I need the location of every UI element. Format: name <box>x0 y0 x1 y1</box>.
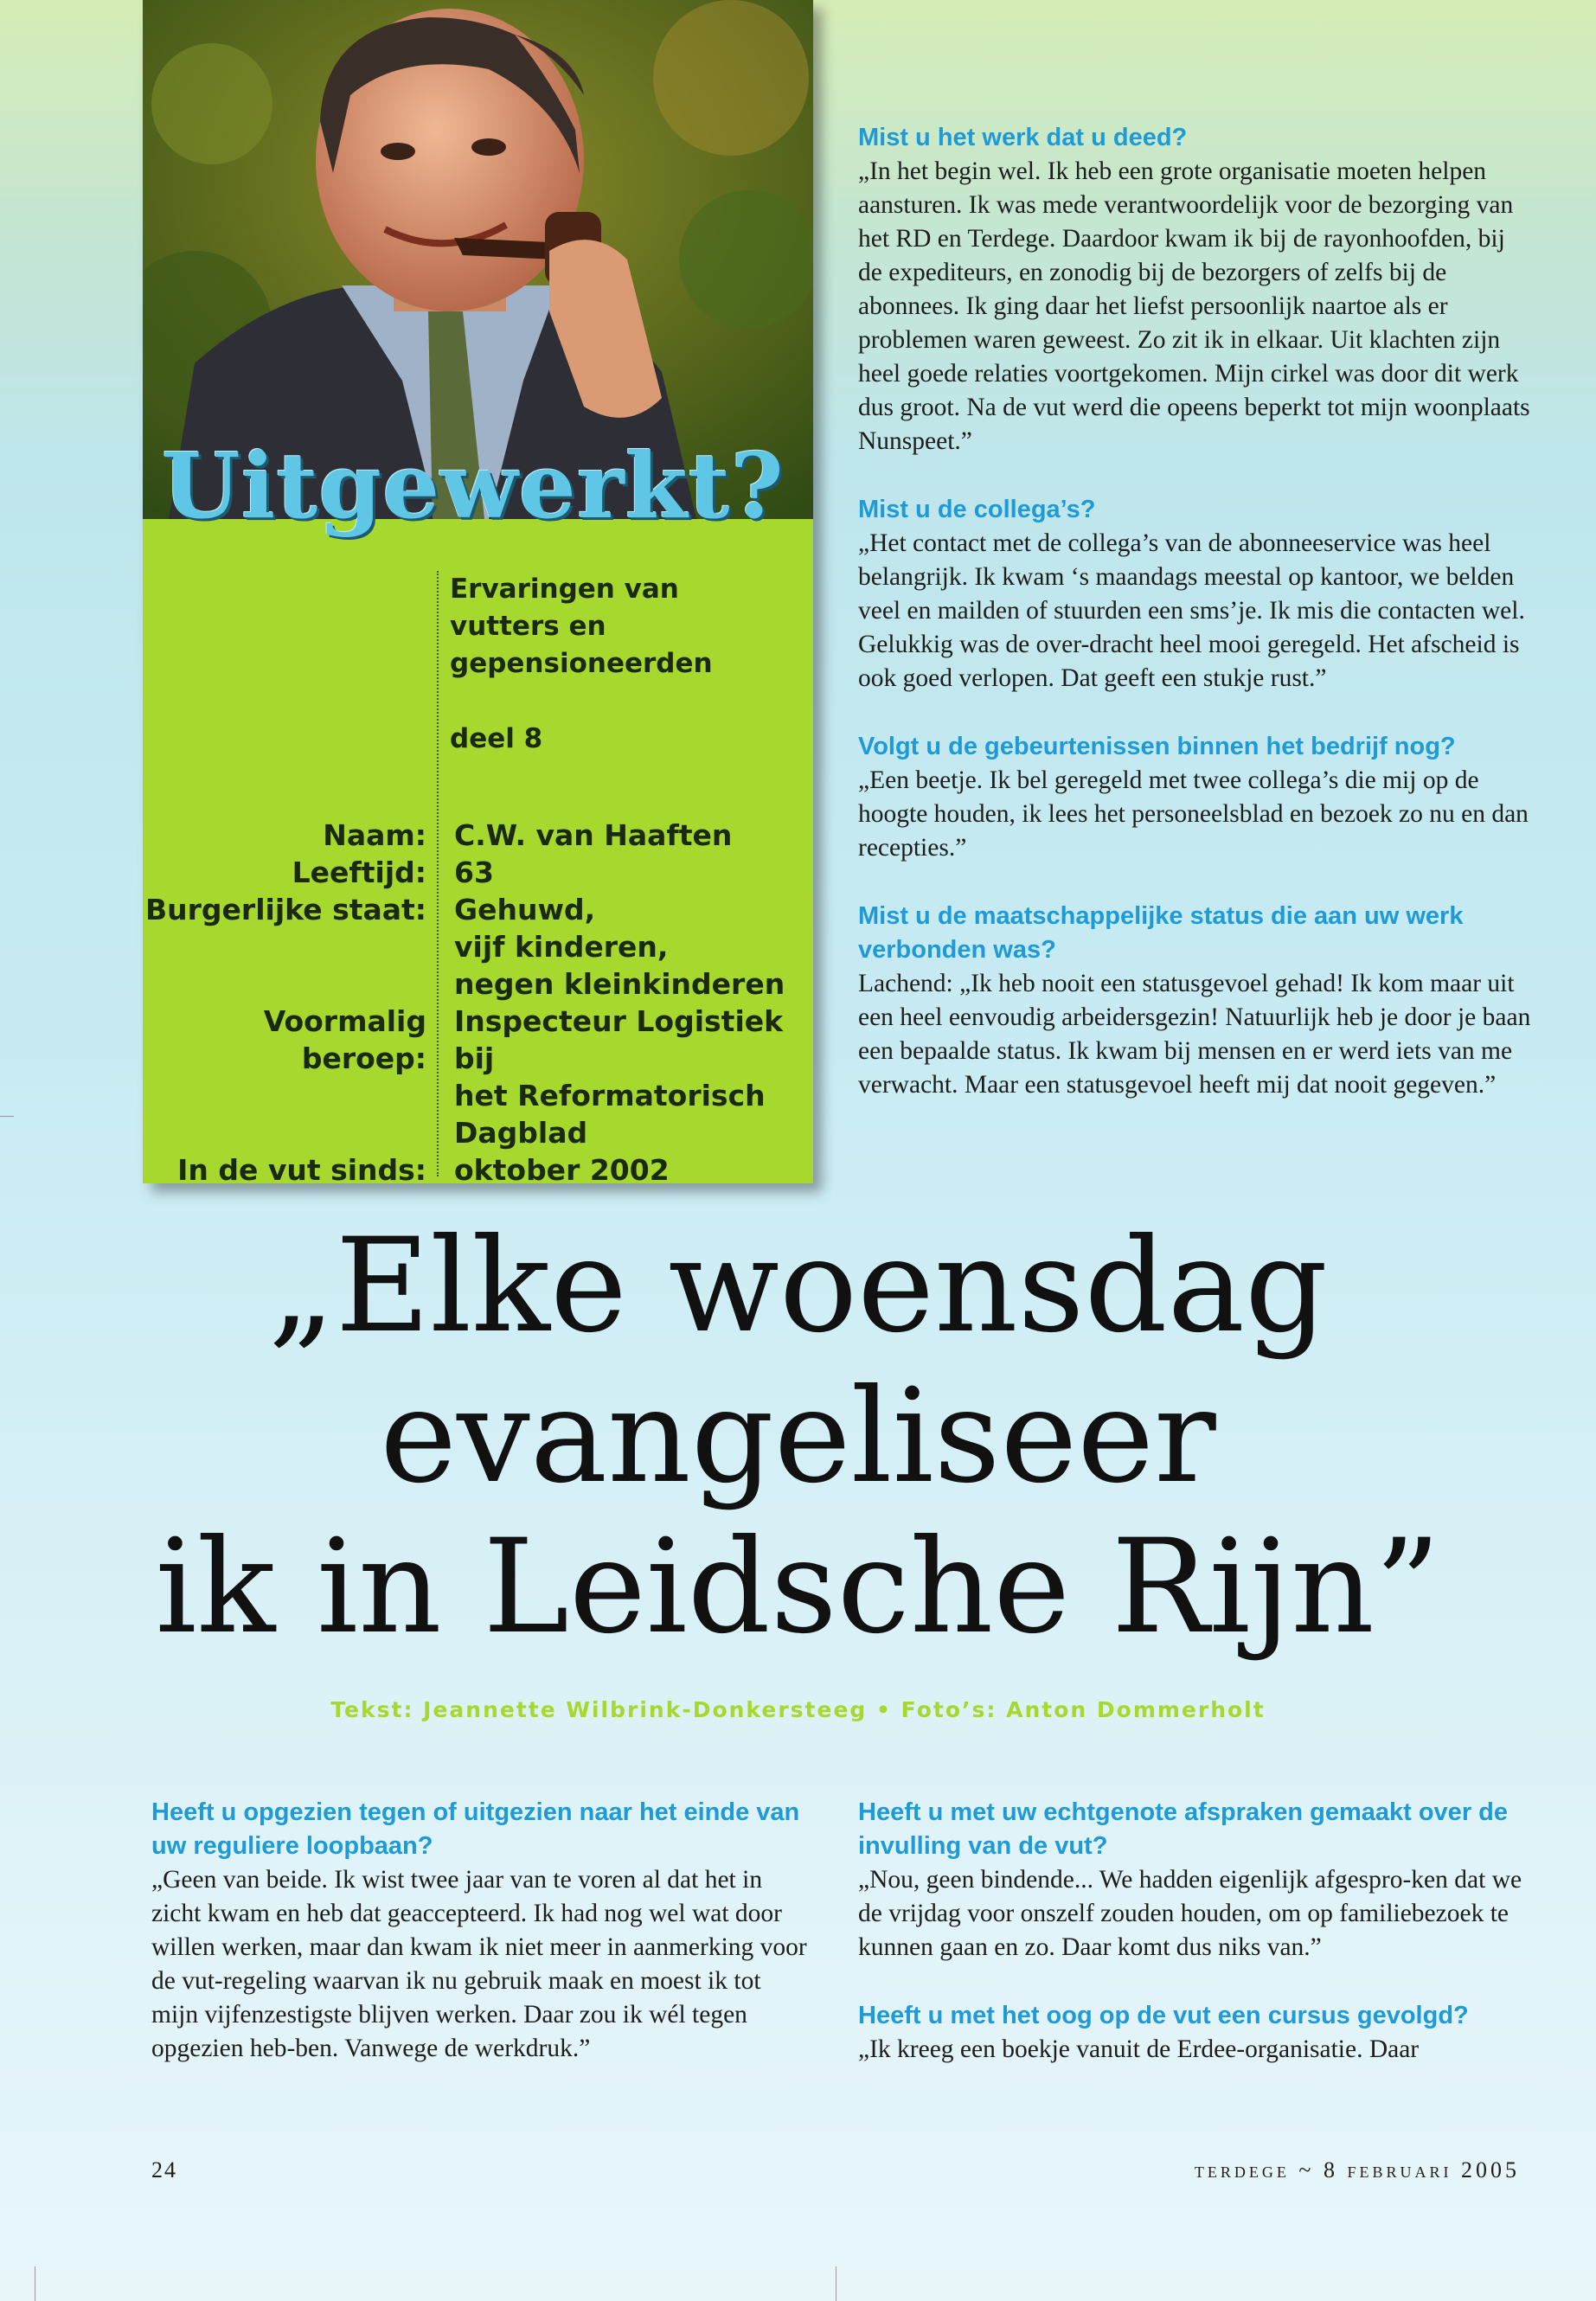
fact-label: Leeftijd: <box>292 856 426 889</box>
question: Mist u de maatschappelijke status die aan uw werk verbonden was? <box>858 902 1464 964</box>
headline-line: ik in Leidsche Rijn” <box>155 1512 1441 1663</box>
fact-label: Naam: <box>323 818 426 852</box>
fact-row <box>143 817 813 854</box>
question: Heeft u met uw echtgenote afspraken gemaakt over de invulling van de vut? <box>858 1798 1508 1860</box>
fact-value: Inspecteur Logistiek bij het Reformatorisch Dagblad <box>454 1004 784 1150</box>
headline <box>0 1211 1596 1663</box>
answer: „Ik kreeg een boekje vanuit de Erdee-organisatie. Daar <box>858 2035 1420 2063</box>
series-title: Uitgewerkt? <box>162 433 785 539</box>
fact-label: Burgerlijke staat: <box>145 893 426 926</box>
sidebar-panel <box>143 0 813 1187</box>
fact-row <box>143 1151 813 1189</box>
series-part: deel 8 <box>450 723 543 754</box>
fact-label: In de vut sinds: <box>177 1153 426 1187</box>
fact-row <box>143 854 813 891</box>
interview-column-bottom-left <box>151 1796 809 2100</box>
credits: Tekst: Jeannette Wilbrink-Donkersteeg • Foto’s: Anton Dommerholt <box>330 1697 1266 1722</box>
headline-line: „Elke woensdag <box>267 1211 1329 1362</box>
fact-value: Gehuwd, vijf kinderen, negen kleinkinderen <box>454 893 785 1001</box>
fact-value: C.W. van Haaften <box>454 818 733 852</box>
answer: „Nou, geen bindende... We hadden eigenlijk afgespro-ken dat we de vrijdag voor onszelf zouden houden, om op familiebezoek te kunnen gaan en zo. Daar komt dus niks van.” <box>858 1866 1522 1961</box>
crop-mark-left <box>0 1116 14 1117</box>
series-subtitle <box>450 571 796 683</box>
fact-value: oktober 2002 <box>454 1153 670 1187</box>
fact-row <box>143 891 813 1003</box>
question: Mist u de collega’s? <box>858 496 1096 523</box>
interview-column-top-right <box>858 121 1533 1137</box>
answer: Lachend: „Ik heb nooit een statusgevoel gehad! Ik kom maar uit een heel eenvoudig arbeidersgezin! Natuurlijk heb je door je baan een bepaalde status. Ik kwam bij mensen en er werd iets van me verwacht. Maar een statusgevoel heeft mij dat nooit gegeven.” <box>858 970 1531 1099</box>
question: Heeft u opgezien tegen of uitgezien naar het einde van uw reguliere loopbaan? <box>151 1798 800 1860</box>
answer: „Geen van beide. Ik wist twee jaar van te voren al dat het in zicht kwam en heb dat geaccepteerd. Ik had nog wel wat door willen werken, maar dan kwam ik niet meer in aanmerking voor de vut-regeling waarvan ik nu gebruik maak en moest ik tot mijn vijfenzestigste blijven werken. Daar zou ik wél tegen opgezien heb-ben. Vanwege de werkdruk.” <box>151 1866 807 2062</box>
answer: „Het contact met de collega’s van de abonneeservice was heel belangrijk. Ik kwam ‘s maandags meestal op kantoor, we belden veel en mailden of stuurden een sms’je. Ik mis die contacten wel. Gelukkig was de over-dracht heel mooi geregeld. Het afscheid is ook goed verlopen. Dat geeft een stukje rust.” <box>858 529 1525 692</box>
question: Heeft u met het oog op de vut een cursus gevolgd? <box>858 2002 1469 2029</box>
subtitle-line: Ervaringen van <box>450 574 679 605</box>
page-number: 24 <box>151 2157 177 2182</box>
subtitle-line: vutters en <box>450 611 606 642</box>
personal-facts <box>143 817 813 1189</box>
fact-label: Voormalig beroep: <box>263 1004 426 1075</box>
question: Volgt u de gebeurtenissen binnen het bedrijf nog? <box>858 733 1456 760</box>
publication-footer: terdege ~ 8 februari 2005 <box>1194 2157 1520 2182</box>
subtitle-line: gepensioneerden <box>450 648 713 679</box>
answer: „Een beetje. Ik bel geregeld met twee collega’s die mij op de hoogte houden, ik lees het personeelsblad en bezoek zo nu en dan recepties.” <box>858 766 1529 862</box>
interview-column-bottom-right <box>858 1796 1533 2101</box>
answer: „In het begin wel. Ik heb een grote organisatie moeten helpen aansturen. Ik was mede verantwoordelijk voor de bezorging van het RD en Terdege. Daardoor kwam ik bij de rayonhoofden, bij de expediteurs, en zonodig bij de bezorgers of zelfs bij de abonnees. Ik ging daar het liefst persoonlijk naartoe als er problemen waren geweest. Zo zit ik in elkaar. Uit klachten zijn heel goede relaties voortgekomen. Mijn cirkel was door dit werk dus groot. Na de vut werd die opeens beperkt tot mijn woonplaats Nunspeet.” <box>858 157 1530 455</box>
fact-value: 63 <box>454 856 494 889</box>
question: Mist u het werk dat u deed? <box>858 124 1188 151</box>
headline-line: evangeliseer <box>380 1362 1216 1512</box>
fact-row <box>143 1003 813 1151</box>
